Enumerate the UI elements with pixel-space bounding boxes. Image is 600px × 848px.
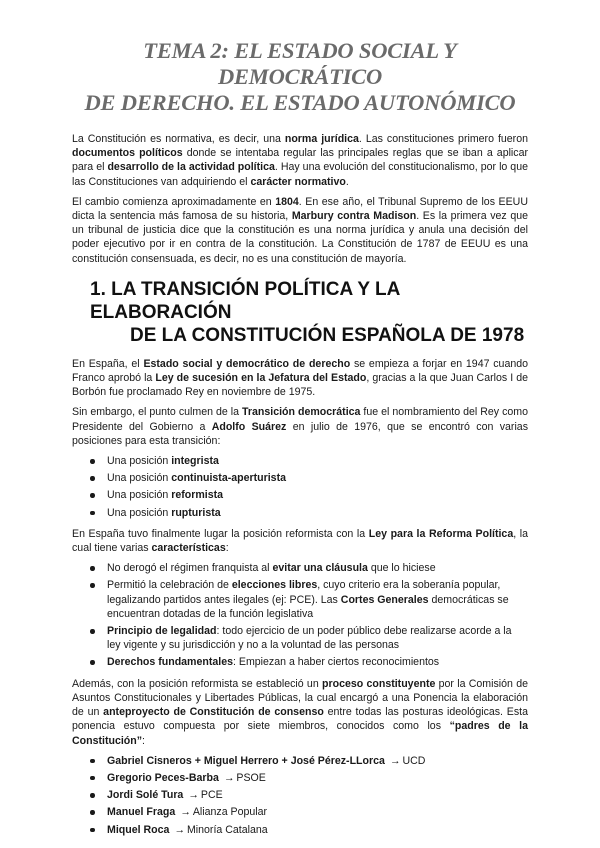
page-title <box>72 38 528 116</box>
list-item: Gregorio Peces-Barba → PSOE <box>90 771 528 785</box>
arrow-right-icon: → <box>174 823 185 836</box>
list-item: Principio de legalidad: todo ejercicio de un poder público debe realizarse acorde a la ley vigente y su jurisdicción y no a la voluntad de las personas <box>90 624 528 652</box>
section-heading <box>72 278 528 347</box>
section-heading-line2: DE LA CONSTITUCIÓN ESPAÑOLA DE 1978 <box>130 324 525 346</box>
fathers-list <box>72 754 528 837</box>
arrow-right-icon: → <box>180 806 191 819</box>
list-item: Jordi Solé Tura → PCE <box>90 788 528 802</box>
list-item: Una posición reformista <box>90 488 528 502</box>
list-item: Manuel Fraga → Alianza Popular <box>90 805 528 819</box>
section-heading-line1: 1. LA TRANSICIÓN POLÍTICA Y LA ELABORACIÓN <box>90 278 400 323</box>
page-title-line2: DE DERECHO. EL ESTADO AUTONÓMICO <box>84 90 516 115</box>
list-item: Gabriel Cisneros + Miguel Herrero + José Pérez-LLorca → UCD <box>90 754 528 768</box>
section-paragraph-2: Sin embargo, el punto culmen de la Transición democrática fue el nombramiento del Rey como Presidente del Gobierno a Adolfo Suárez en julio de 1976, que se encontró con varias posiciones para esta transición: <box>72 406 528 447</box>
arrow-right-icon: → <box>389 754 401 767</box>
arrow-right-icon: → <box>188 789 199 802</box>
list-item: Miquel Roca → Minoría Catalana <box>90 823 528 837</box>
arrow-right-icon: → <box>223 771 235 784</box>
list-item: Derechos fundamentales: Empiezan a haber ciertos reconocimientos <box>90 655 528 669</box>
section-paragraph-4: Además, con la posición reformista se estableció un proceso constituyente por la Comisión de Asuntos Constitucionales y Libertades Públicas, la cual encargó a una Ponencia la elaboración de un anteproyecto de Constitución de consenso entre todas las posturas ideológicas. Esta ponencia estuvo compuesta por siete miembros, conocidos como los “padres de la Constitución”: <box>72 677 528 747</box>
intro-paragraph-2: El cambio comienza aproximadamente en 1804. En ese año, el Tribunal Supremo de los EEUU dicta la sentencia más famosa de su historia, Marbury contra Madison. Es la primera vez que un tribunal de justicia dice que la constitución es una norma jurídica y anula una decisión del poder ejecutivo por ir en contra de la constitución. La Constitución de 1787 de EEUU es una constitución consensuada, es decir, no es una constitución de mayoría. <box>72 195 528 265</box>
list-item: Una posición integrista <box>90 454 528 468</box>
list-item: Una posición continuista-aperturista <box>90 471 528 485</box>
intro-paragraph-1: La Constitución es normativa, es decir, una norma jurídica. Las constituciones primero fueron documentos políticos donde se intentaba regular las principales reglas que se iban a aplicar para el desarrollo de la actividad política. Hay una evolución del constitucionalismo, por lo que las Constituciones van adquiriendo el carácter normativo. <box>72 133 529 188</box>
section-paragraph-1: En España, el Estado social y democrático de derecho se empieza a forjar en 1947 cuando Franco aprobó la Ley de sucesión en la Jefatura del Estado, gracias a la que Juan Carlos I de Borbón fue proclamado Rey en noviembre de 1975. <box>72 357 529 399</box>
list-item: Permitió la celebración de elecciones libres, cuyo criterio era la soberanía popular, legalizando partidos antes ilegales (ej: PCE). Las Cortes Generales democráticas se encuentran dotadas de la función legislativa <box>90 578 528 621</box>
page-title-line1: TEMA 2: EL ESTADO SOCIAL Y DEMOCRÁTICO <box>143 38 457 89</box>
list-item: Una posición rupturista <box>90 506 528 520</box>
positions-list <box>72 454 528 520</box>
section-paragraph-3: En España tuvo finalmente lugar la posición reformista con la Ley para la Reforma Política, la cual tiene varias características: <box>72 527 528 555</box>
list-item: No derogó el régimen franquista al evitar una cláusula que lo hiciese <box>90 561 528 575</box>
characteristics-list <box>72 561 528 669</box>
